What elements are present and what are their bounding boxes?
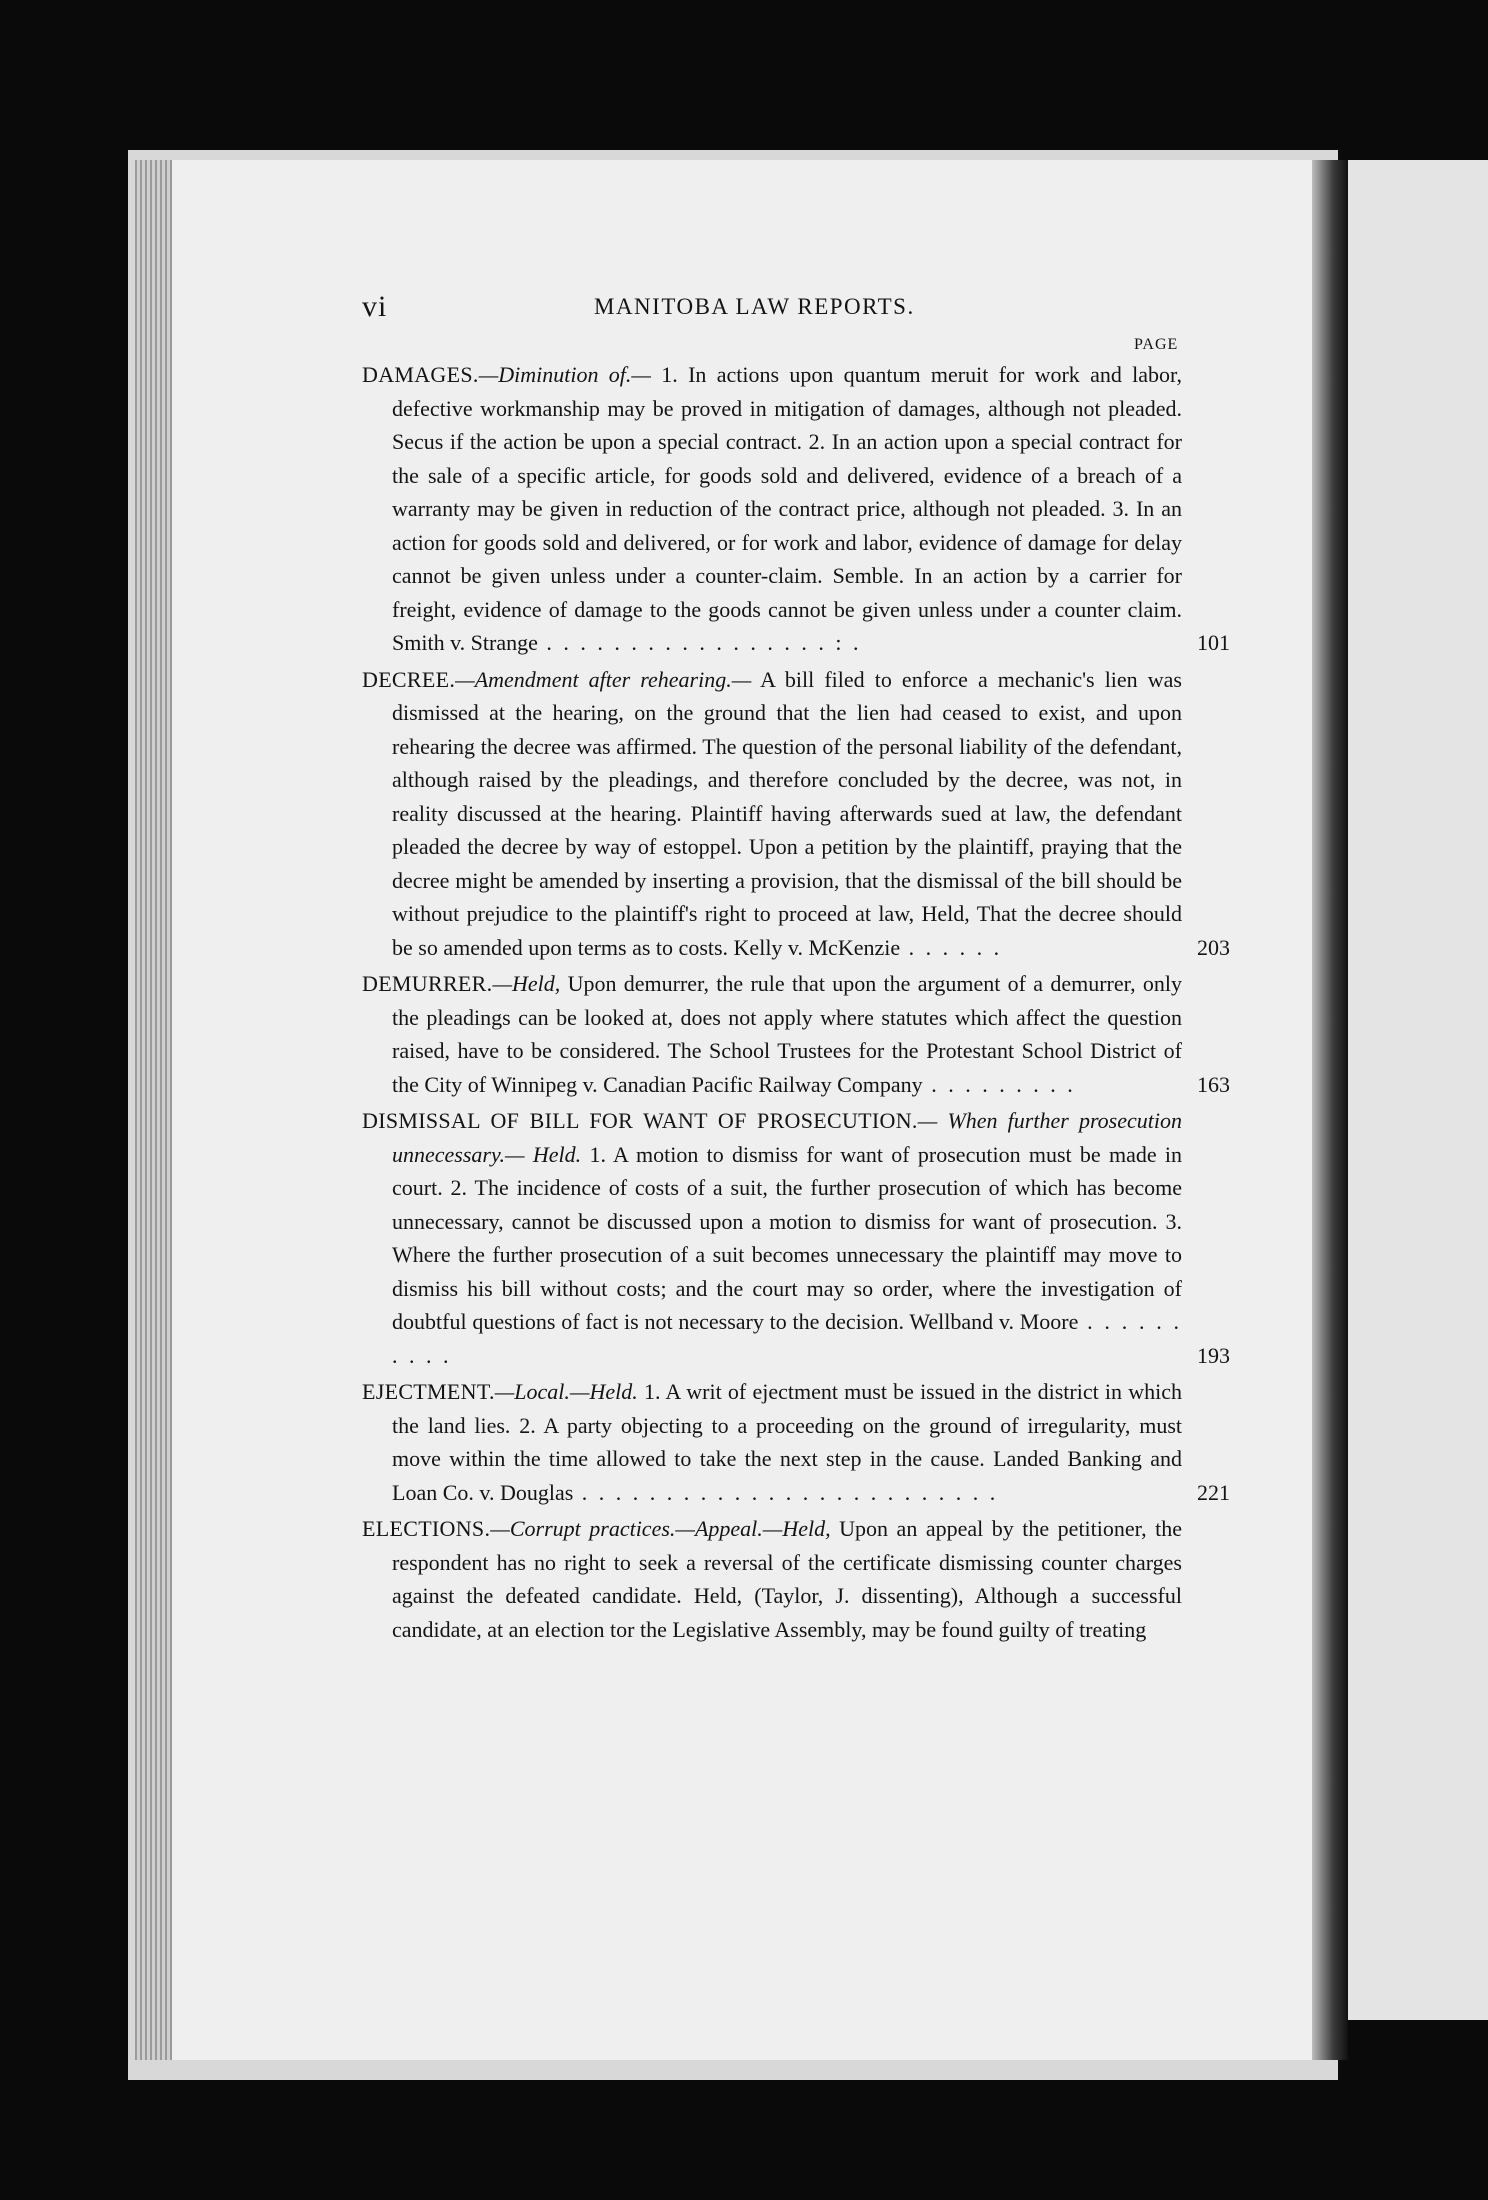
entry-page-number: 221 <box>1197 1479 1230 1505</box>
binding-gutter <box>1312 160 1348 2060</box>
entry-page-number: 101 <box>1197 630 1230 655</box>
index-entry <box>362 1375 1230 1509</box>
entry-heading: DAMAGES. <box>362 362 479 387</box>
entry-subheading: —Amendment after rehearing.— <box>455 666 752 692</box>
running-head <box>362 290 1112 330</box>
entry-page-number: 193 <box>1197 1342 1230 1368</box>
entry-heading: ELECTIONS. <box>362 1516 491 1541</box>
index-entry <box>362 1104 1230 1372</box>
book-page <box>172 160 1312 2060</box>
page-column-label: PAGE <box>1134 336 1179 353</box>
dot-leader: . . . . . . . . . . <box>392 1309 1183 1368</box>
dot-leader: . . . . . . . . . <box>922 1071 1076 1097</box>
entry-heading: DECREE. <box>362 666 456 692</box>
facing-page-edge <box>1348 160 1488 2020</box>
running-title: MANITOBA LAW REPORTS. <box>594 294 915 319</box>
index-body <box>362 358 1230 1649</box>
entry-text: 1. A motion to dismiss for want of prosecution must be made in court. 2. The incidence of costs of a suit, the further prosecution of which has become unnecessary, cannot be discussed upon a motion to dismiss for want of prosecution. 3. Where the further prosecution of a suit becomes unnecessary the plaintiff may move to dismiss his bill without costs; and the court may so order, where the investigation of doubtful questions of fact is not necessary to the decision. Wellband v. Moore <box>392 1141 1183 1334</box>
entry-heading: EJECTMENT. <box>362 1379 495 1404</box>
entry-subheading: —Corrupt practices.—Appeal.—Held, <box>490 1516 831 1541</box>
entry-text: 1. In actions upon quantum meruit for work and labor, defective workmanship may be proved in mitigation of damages, although not pleaded. Secus if the action be upon a special contract. 2. In an action upon a special contract for the sale of a specific article, for goods sold and delivered, evidence of a breach of a warranty may be given in reduction of the contract price, although not pleaded. 3. In an action for goods sold and delivered, or for work and labor, evidence of damage for delay cannot be given unless under a counter-claim. Semble. In an action by a carrier for freight, evidence of damage to the goods cannot be given unless under a counter claim. Smith v. Strange <box>392 362 1183 655</box>
entry-subheading: — When further prosecution unnecessary.— Held. <box>392 1108 1183 1167</box>
entry-text: Upon demurrer, the rule that upon the argument of a demurrer, only the pleadings can be looked at, does not apply where statutes which affect the question raised, have to be considered. The School Trustees for the Protestant School District of the City of Winnipeg v. Canadian Pacific Railway Company <box>392 971 1182 1097</box>
entry-heading: DEMURRER. <box>362 971 493 996</box>
entry-text: A bill filed to enforce a mechanic's lien was dismissed at the hearing, on the ground that the lien had ceased to exist, and upon rehearing the decree was affirmed. The question of the personal liability of the defendant, although raised by the pleadings, and therefore concluded by the decree, was not, in reality discussed at the hearing. Plaintiff having afterwards sued at law, the defendant pleaded the decree by way of estoppel. Upon a petition by the plaintiff, praying that the decree might be amended by inserting a provision, that the dismissal of the bill should be without prejudice to the plaintiff's right to proceed at law, Held, That the decree should be so amended upon terms as to costs. Kelly v. McKenzie <box>392 666 1182 960</box>
entry-text: Upon an appeal by the petitioner, the respondent has no right to seek a reversal of the certificate dismissing counter charges against the defeated candidate. Held, (Taylor, J. dissenting), Although a successful candidate, at an election tor the Legislative Assembly, may be found guilty of treating <box>392 1516 1182 1642</box>
index-entry <box>362 967 1230 1101</box>
page-stack-edge <box>135 160 177 2060</box>
entry-heading: DISMISSAL OF BILL FOR WANT OF PROSECUTION. <box>362 1108 918 1133</box>
dot-leader: . . . . . . . . . . . . . . . . . . . . . . . . . <box>573 1479 999 1505</box>
entry-page-number: 163 <box>1197 1071 1230 1097</box>
entry-text: 1. A writ of ejectment must be issued in the district in which the land lies. 2. A party objecting to a proceeding on the ground of irregularity, must move within the time allowed to take the next step in the cause. Landed Banking and Loan Co. v. Douglas <box>392 1379 1182 1505</box>
index-entry <box>362 663 1230 965</box>
entry-subheading: —Diminution of.— <box>478 362 651 387</box>
entry-subheading: —Held, <box>492 971 561 996</box>
entry-subheading: —Local.—Held. <box>494 1379 638 1404</box>
dot-leader: . . . . . . <box>900 934 1003 960</box>
page-folio: vi <box>362 290 388 323</box>
index-entry <box>362 1512 1182 1646</box>
entry-page-number: 203 <box>1197 934 1230 960</box>
dot-leader: . . . . . . . . . . . . . . . . . : . <box>537 630 862 655</box>
index-entry <box>362 358 1230 660</box>
